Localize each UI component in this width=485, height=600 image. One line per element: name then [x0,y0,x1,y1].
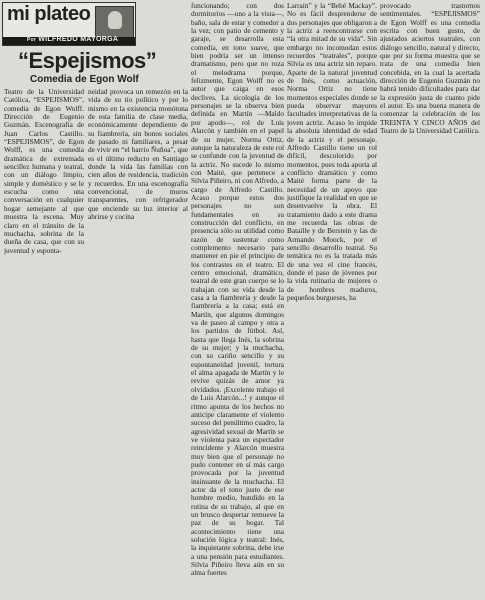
article-column-5: provocado trastornos sentimentales. “ESPEJISMOS” de Egon Wolff es una comedia escrita con buen gusto, de ajustados aciertos teatrales, con diálogo sencillo, natural y directo, que por su forma muestra que se trata de una comedia bien concebida, en la cual la acertada dirección de Eugenio Guzmán no habrá tenido dificultades para dar la expresión justa de cuanto pide el autor. Es una buena manera de comenzar la celebración de los TREINTA Y CINCO AÑOS del Teatro de la Universidad Católica. [380,2,480,136]
column-header [2,2,136,46]
byline [27,36,118,43]
article-column-3: funcionando; con dos dormitorios —uno a la vista—, baño, sala de estar y comedor a la vez; con patio de cemento y garaje, se desarrolla esta comedia, en tono suave, que bien podría ser un intenso dramatismo, pero que no roza el melodrama porque, felizmente, Egon Wolff no es autor que caiga en esos declives. La sicología de los personajes se la observa bien definida en Martín —Maldo por apodo—, rol de Luis Alarcón y también en el papel de su mujer, Norma Ortiz, aunque la naturaleza de este rol se confunde con la juventud de la actriz. No sucede lo mismo con Maité, que pertenece a Silvia Piñeiro, ni con Alfredo, a cargo de Alfredo Castillo. Acaso porque estos dos personajes no son fundamentales en su construcción del conflicto, en presencia sólo su utilidad como razón de sustentar como complemento necesario para mantener en pie el principio de los contrastes en el teatro. El centro emocional, dramático, teatral de este gran cuerpo se lo trabajan con su vida desde la casa a la fiambrería y desde la fiambrería a la casa; está en Martín, que algunos domingos va de paseo al campo y otra a los partidos de fútbol. Así, hasta que llega Inés, la sobrina de su mujer; y la muchacha, con su cariño sencillo y su espontaneidad juvenil, tortura el alma apagada de Martín y le revive quizás de amor ya olvidados. ¡Excelente trabajo el de Luis Alarcón...! y aunque el ritmo apunta de los hechos no anticipe claramente el violento suceso del penúltimo cuadro, la agresividad sexual de Martín se ve violenta para un espectador reincidente y Alarcón muestra muy bien que el personaje no pudo contener en sí más cargo provocada por la juventud insinuante de la muchacha. El actor da el tono justo de ese hombre medio, hundido en la rutina de su trabajo, al que en un brusco despertar remueve la paz de su hogar. Tal acontecimiento tiene una solución lógica y teatral: Inés, la inquietante sobrina, debe irse a una pensión para estudiantes. Silvia Piñeiro lleva aún en su alma fuertes [191,2,284,578]
headline: “Espejismos” [18,48,157,73]
subheadline: Comedia de Egon Wolf [30,74,139,85]
article-column-1: Teatro de la Universidad Católica, “ESPEJISMOS”, comedia de Egon Wolff. Dirección de Eugenio Guzmán. Escenografía de Juan Carlos Castillo. “ESPEJISMOS”, de Egon Wolff, es una comedia dramática de extremada sencillez humana y teatral, con un diálogo limpio, simple y doméstico y se le escucha como una conversación en cualquier hogar semejante al que muestra la escena. Muy claro en el tránsito de la muchacha, sobrina de la dueña de casa, que con su juventud y esponta- [4,88,84,255]
article-column-4: Larraín” y la “Bebé Mackay”. No es fácil desprenderse de dos personajes que obligaron a la actriz a reencontrarse con “la otra mitad de su vida”. Sin embargo no incomodan estos recuerdos “teatrales”, porque Silvia es una actriz sin reparo. Aparte de la natural juventud de Inés, como actuación, Norma Ortiz no tiene momentos especiales donde se pueda observar mayores facultades interpretativas de la joven actriz. Acaso lo impide la absoluta identidad de edad de la actriz y el personaje. Alfredo Castillo tiene un rol difícil, descolorido por momentos, pues toda aporta al conflicto dramático y como Maité forma parte de la necesidad de un apoyo que justifique la realidad en que se desenvuelve la obra. El tratamiento dado a este drama me recuerda las obras de Bataille y de Berstein y las de Armando Moock, por el sencillo desarrollo teatral. Su temática no es la tratada más de una vez el cine francés, donde el paso de jóvenes por la vida rutinaria de mujeres o de hombres maduros, pequeños burgueses, ha [287,2,377,303]
byline-name: WILFREDO MAYORGA [38,36,119,43]
article-column-2: neidad provoca un remezón en la vida de su tío político y por lo mismo en la existencia monótona de esta familia de clase media, económicamente dependiente de su fiambrería, sin bonos sociales de pasado ni familiares, a pesar de vivir en “el barrio Ñuñoa”, que es el último reducto en Santiago donde la vida las familias con cien años de residencia, tradición y recuerdos. En una escenografía convencional, de muros transparentes, con refrigerador que enciende su luz interior al abrirse y cocina [88,88,188,222]
byline-prefix: Por [27,37,37,43]
column-title: mi plateo [7,3,91,25]
author-photo [95,6,134,38]
